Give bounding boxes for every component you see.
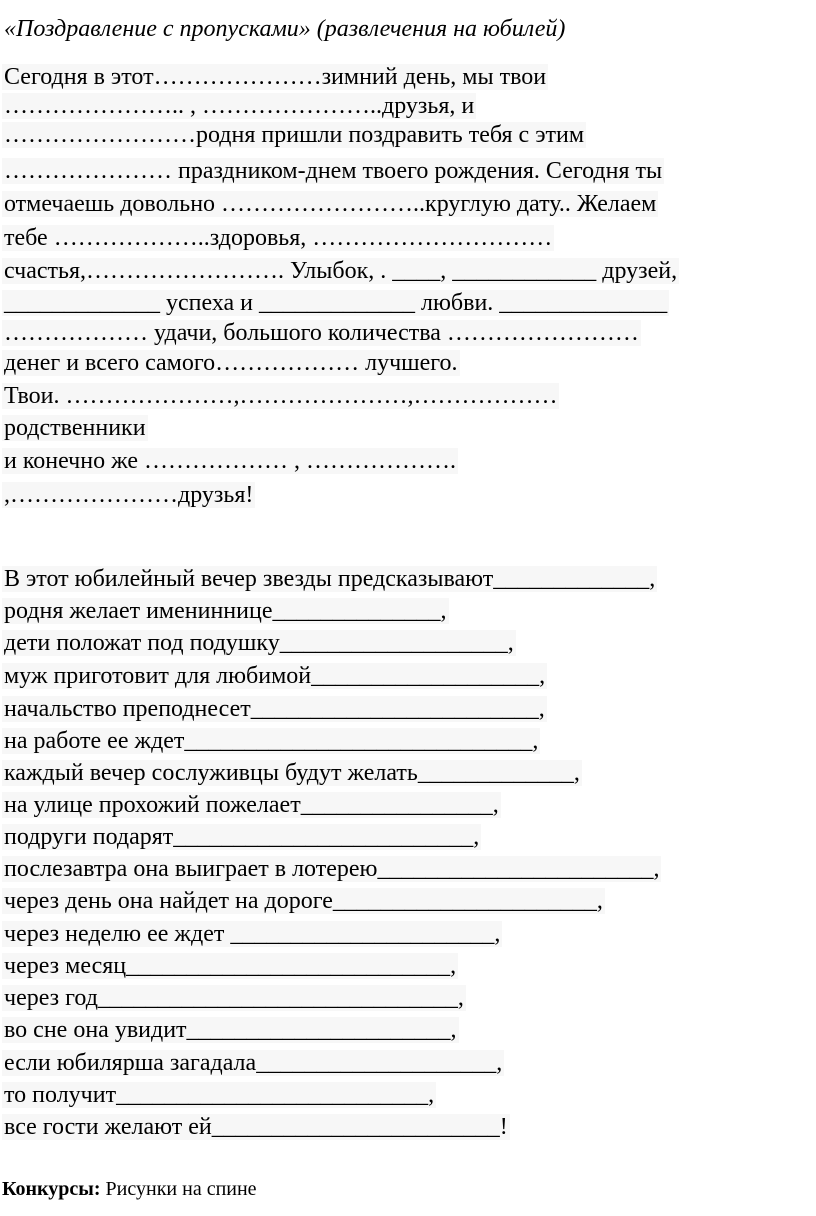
text-line: ……………………родня пришли поздравить тебя с этим (4, 122, 585, 148)
text-line: Твои. …………………,…………………,……………… (4, 383, 558, 409)
text-line: _____________ успеха и _____________ любви. ______________ (4, 290, 668, 316)
text-line: на работе ее ждет_____________________________, (4, 728, 539, 754)
text-line: отмечаешь довольно ……………………..круглую дату.. Желаем (4, 191, 657, 217)
text-line: ,…………………друзья! (4, 482, 254, 508)
text-line: родственники (4, 415, 146, 441)
text-line: начальство преподнесет________________________, (4, 696, 545, 722)
text-line: денег и всего самого……………… лучшего. (4, 350, 458, 376)
text-line: каждый вечер сослуживцы будут желать_____________, (4, 760, 580, 786)
text-line: ………………… праздником-днем твоего рождения. Сегодня ты (4, 158, 663, 184)
contests-line (2, 1176, 257, 1202)
text-line: послезавтра она выиграет в лотерею_______________________, (4, 856, 660, 882)
contests-text: Рисунки на спине (100, 1178, 257, 1200)
text-line: дети положат под подушку___________________, (4, 630, 514, 656)
text-line: то получит__________________________, (4, 1082, 435, 1108)
text-line: подруги подарят_________________________, (4, 824, 480, 850)
text-line: на улице прохожий пожелает________________, (4, 792, 499, 818)
text-line: и конечно же ……………… , ………………. (4, 448, 457, 474)
text-line: через месяц___________________________, (4, 953, 457, 979)
text-line: через год______________________________, (4, 985, 464, 1011)
text-line: если юбилярша загадала____________________, (4, 1050, 503, 1076)
text-line: через неделю ее ждет ______________________, (4, 921, 501, 947)
document-title: «Поздравление с пропусками» (развлечения на юбилей) (4, 16, 566, 42)
text-line: во сне она увидит______________________, (4, 1017, 457, 1043)
contests-label: Конкурсы: (2, 1178, 101, 1200)
text-line: ………………….. , …………………..друзья, и (4, 93, 475, 119)
text-line: счастья,……………………. Улыбок, . ____, ____________ друзей, (4, 258, 678, 284)
text-line: все гости желают ей________________________! (4, 1114, 508, 1140)
text-line: через день она найдет на дороге______________________, (4, 888, 603, 914)
text-line: муж приготовит для любимой___________________, (4, 663, 546, 689)
text-line: В этот юбилейный вечер звезды предсказывают_____________, (4, 566, 656, 592)
text-line: тебе ………………..здоровья, ………………………… (4, 225, 553, 251)
text-line: родня желает имениннице______________, (4, 598, 447, 624)
text-line: Сегодня в этот…………………зимний день, мы твои (4, 64, 547, 90)
text-line: ……………… удачи, большого количества …………………… (4, 320, 639, 346)
